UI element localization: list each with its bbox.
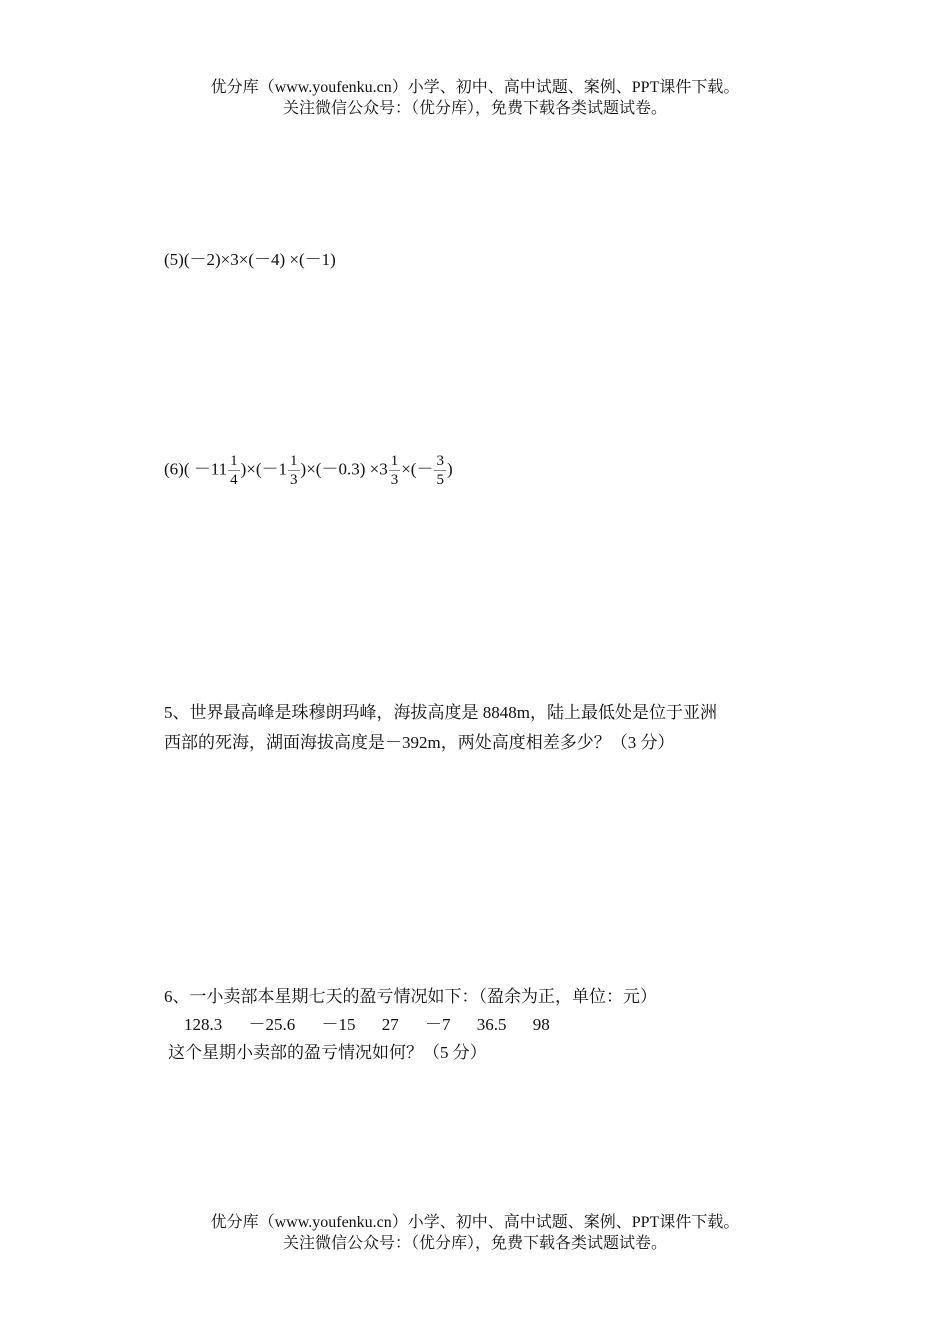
value-6: 36.5: [476, 1015, 507, 1034]
question-5-expression: (5)(－2)×3×(－4) ×(－1): [164, 250, 336, 269]
page-header: [0, 77, 950, 119]
value-1: 128.3: [184, 1015, 223, 1034]
problem-5: [164, 698, 794, 758]
fraction-2-numerator: 1: [290, 453, 298, 469]
q6-term-3: ×(－: [401, 459, 434, 479]
problem-6-intro: 6、一小卖部本星期七天的盈亏情况如下：（盈余为正，单位：元）: [164, 987, 657, 1006]
q6-term-1: )×(－1: [240, 459, 288, 479]
problem-6-values: [184, 1013, 572, 1037]
value-4: 27: [381, 1015, 399, 1034]
fraction-3: [389, 452, 401, 489]
q6-close: ): [446, 459, 453, 479]
header-line-2: 关注微信公众号：（优分库），免费下载各类试题试卷。: [282, 100, 667, 117]
question-6-expression: [164, 452, 453, 489]
value-3: －15: [321, 1015, 356, 1034]
fraction-1-denominator: 4: [230, 472, 238, 488]
fraction-4-numerator: 3: [436, 453, 444, 469]
fraction-2-denominator: 3: [290, 472, 298, 488]
value-2: －25.6: [248, 1015, 296, 1034]
problem-5-line-2: 西部的死海，湖面海拔高度是－392m，两处高度相差多少？（3 分）: [164, 733, 675, 752]
fraction-1: [228, 452, 240, 489]
fraction-4: [434, 452, 446, 489]
fraction-3-numerator: 1: [390, 453, 399, 469]
fraction-2: [288, 452, 300, 489]
problem-5-line-1: 5、世界最高峰是珠穆朗玛峰，海拔高度是 8848m，陆上最低处是位于亚洲: [164, 703, 717, 722]
value-5: －7: [425, 1015, 451, 1034]
q6-open: (6)( －11: [164, 459, 228, 479]
header-line-1: 优分库（www.youfenku.cn）小学、初中、高中试题、案例、PPT课件下载。: [210, 79, 740, 96]
fraction-3-denominator: 3: [390, 472, 399, 488]
fraction-1-numerator: 1: [230, 453, 238, 469]
value-7: 98: [532, 1015, 550, 1034]
q6-term-2: )×(－0.3) ×3: [300, 459, 388, 479]
page-footer: [0, 1212, 950, 1254]
footer-line-2: 关注微信公众号：（优分库），免费下载各类试题试卷。: [282, 1235, 667, 1252]
problem-6-question: 这个星期小卖部的盈亏情况如何？（5 分）: [168, 1043, 487, 1062]
footer-line-1: 优分库（www.youfenku.cn）小学、初中、高中试题、案例、PPT课件下载。: [210, 1214, 740, 1231]
fraction-4-denominator: 5: [436, 472, 444, 488]
